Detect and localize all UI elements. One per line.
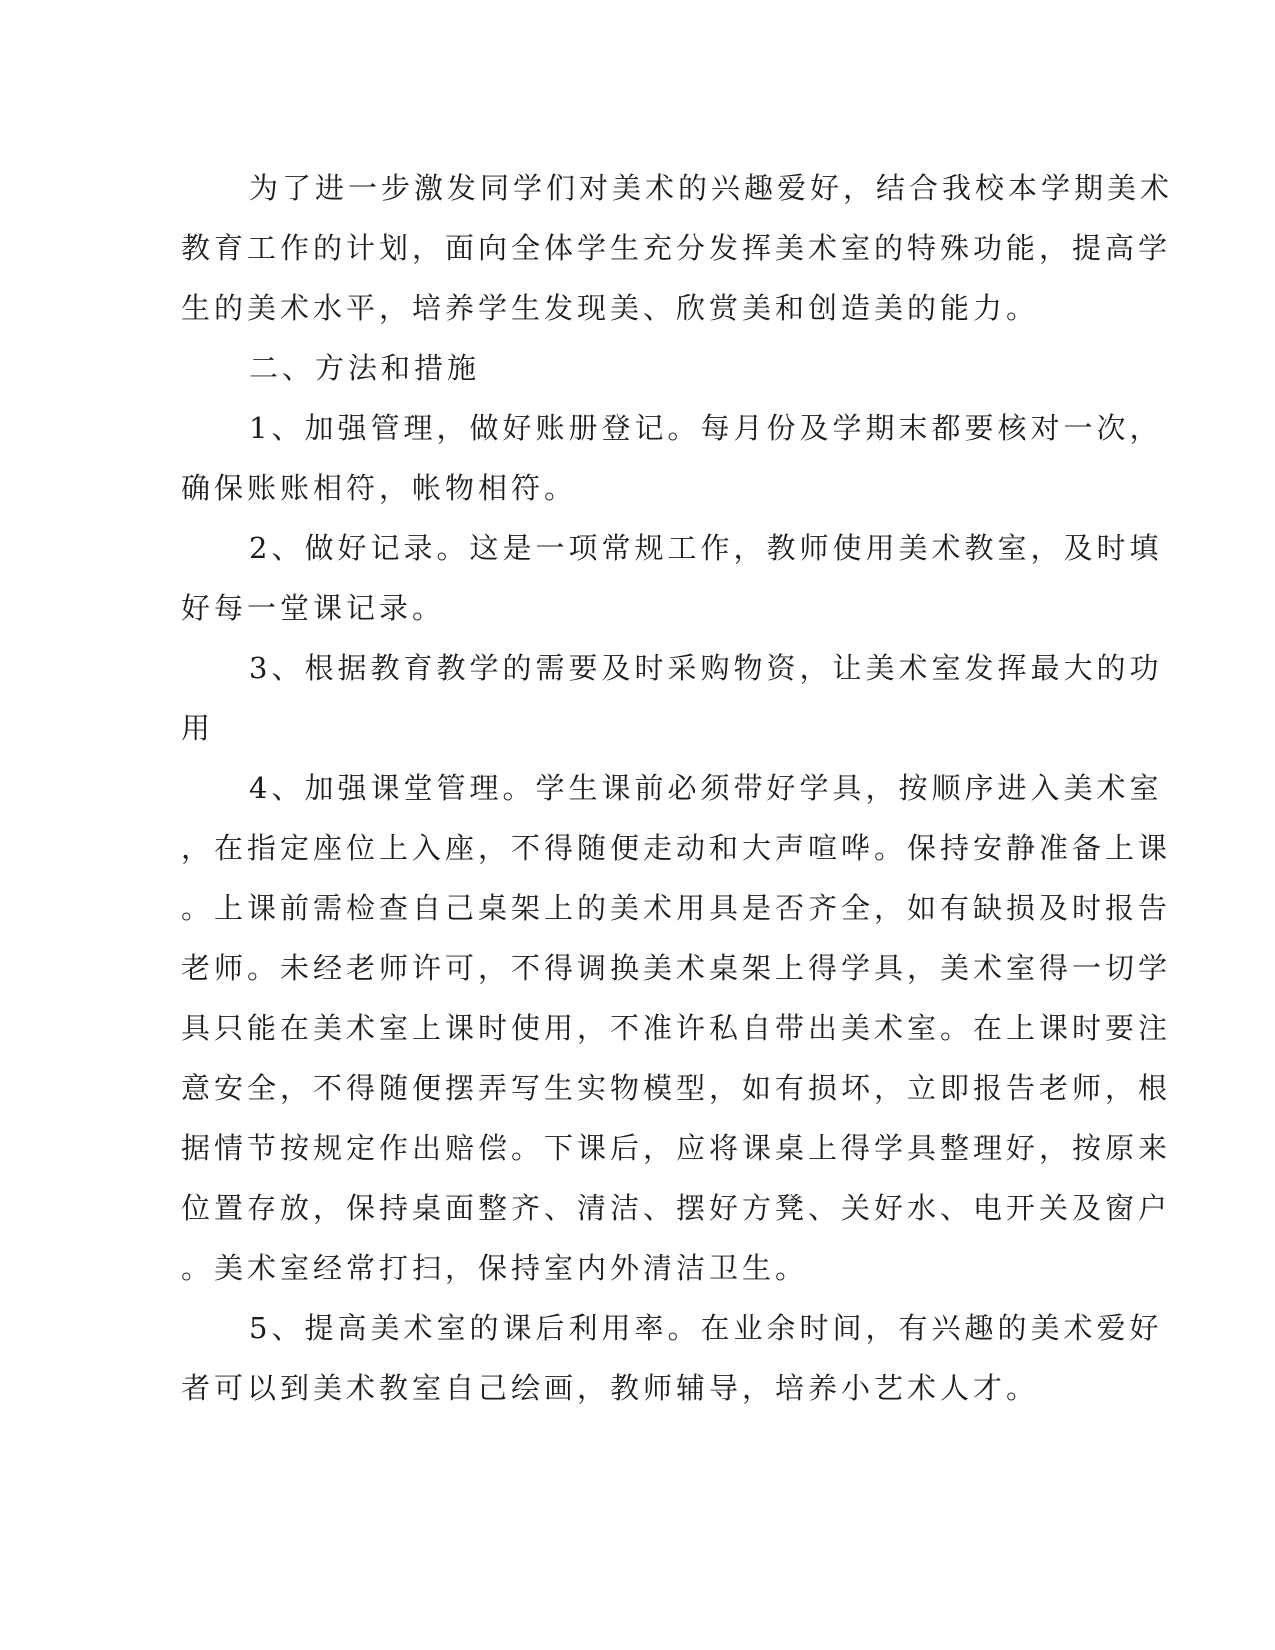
text-line: 教育工作的计划，面向全体学生充分发挥美术室的特殊功能，提高学 xyxy=(181,231,1172,265)
text-line: 位置存放，保持桌面整齐、清洁、摆好方凳、关好水、电开关及窗户 xyxy=(181,1191,1172,1225)
text-line: 好每一堂课记录。 xyxy=(181,591,446,625)
text-line: 确保账账相符，帐物相符。 xyxy=(181,471,578,505)
text-line: 。上课前需检查自己桌架上的美术用具是否齐全，如有缺损及时报告 xyxy=(181,891,1172,925)
text-line: 2、做好记录。这是一项常规工作，教师使用美术教室，及时填 xyxy=(249,531,1163,565)
paragraph-item-2 xyxy=(181,518,1163,638)
text-line: 生的美术水平，培养学生发现美、欣赏美和创造美的能力。 xyxy=(181,291,1040,325)
paragraph-intro xyxy=(181,158,1174,338)
text-line: 者可以到美术教室自己绘画，教师辅导，培养小艺术人才。 xyxy=(181,1371,1040,1405)
text-line: 用 xyxy=(181,711,215,745)
text-line: 3、根据教育教学的需要及时采购物资，让美术室发挥最大的功 xyxy=(249,651,1163,685)
text-line: ，在指定座位上入座，不得随便走动和大声喧哗。保持安静准备上课 xyxy=(181,831,1172,865)
text-line: 。美术室经常打扫，保持室内外清洁卫生。 xyxy=(181,1251,809,1285)
paragraph-item-4 xyxy=(181,758,1172,1298)
text-line: 意安全，不得随便摆弄写生实物模型，如有损坏，立即报告老师，根 xyxy=(181,1071,1172,1105)
paragraph-item-5 xyxy=(181,1298,1163,1418)
text-line: 1、加强管理，做好账册登记。每月份及学期末都要核对一次， xyxy=(249,411,1163,445)
text-line: 4、加强课堂管理。学生课前必须带好学具，按顺序进入美术室 xyxy=(249,771,1163,805)
text-line: 5、提高美术室的课后利用率。在业余时间，有兴趣的美术爱好 xyxy=(249,1311,1163,1345)
section-heading xyxy=(181,338,1061,398)
text-line: 据情节按规定作出赔偿。下课后，应将课桌上得学具整理好，按原来 xyxy=(181,1131,1172,1165)
document-body xyxy=(181,158,1174,1418)
text-line: 老师。未经老师许可，不得调换美术桌架上得学具，美术室得一切学 xyxy=(181,951,1172,985)
heading-methods: 二、方法和措施 xyxy=(249,351,481,385)
text-line: 具只能在美术室上课时使用，不准许私自带出美术室。在上课时要注 xyxy=(181,1011,1172,1045)
text-line: 为了进一步激发同学们对美术的兴趣爱好，结合我校本学期美术 xyxy=(249,171,1174,205)
paragraph-item-3 xyxy=(181,638,1163,758)
paragraph-item-1 xyxy=(181,398,1163,518)
